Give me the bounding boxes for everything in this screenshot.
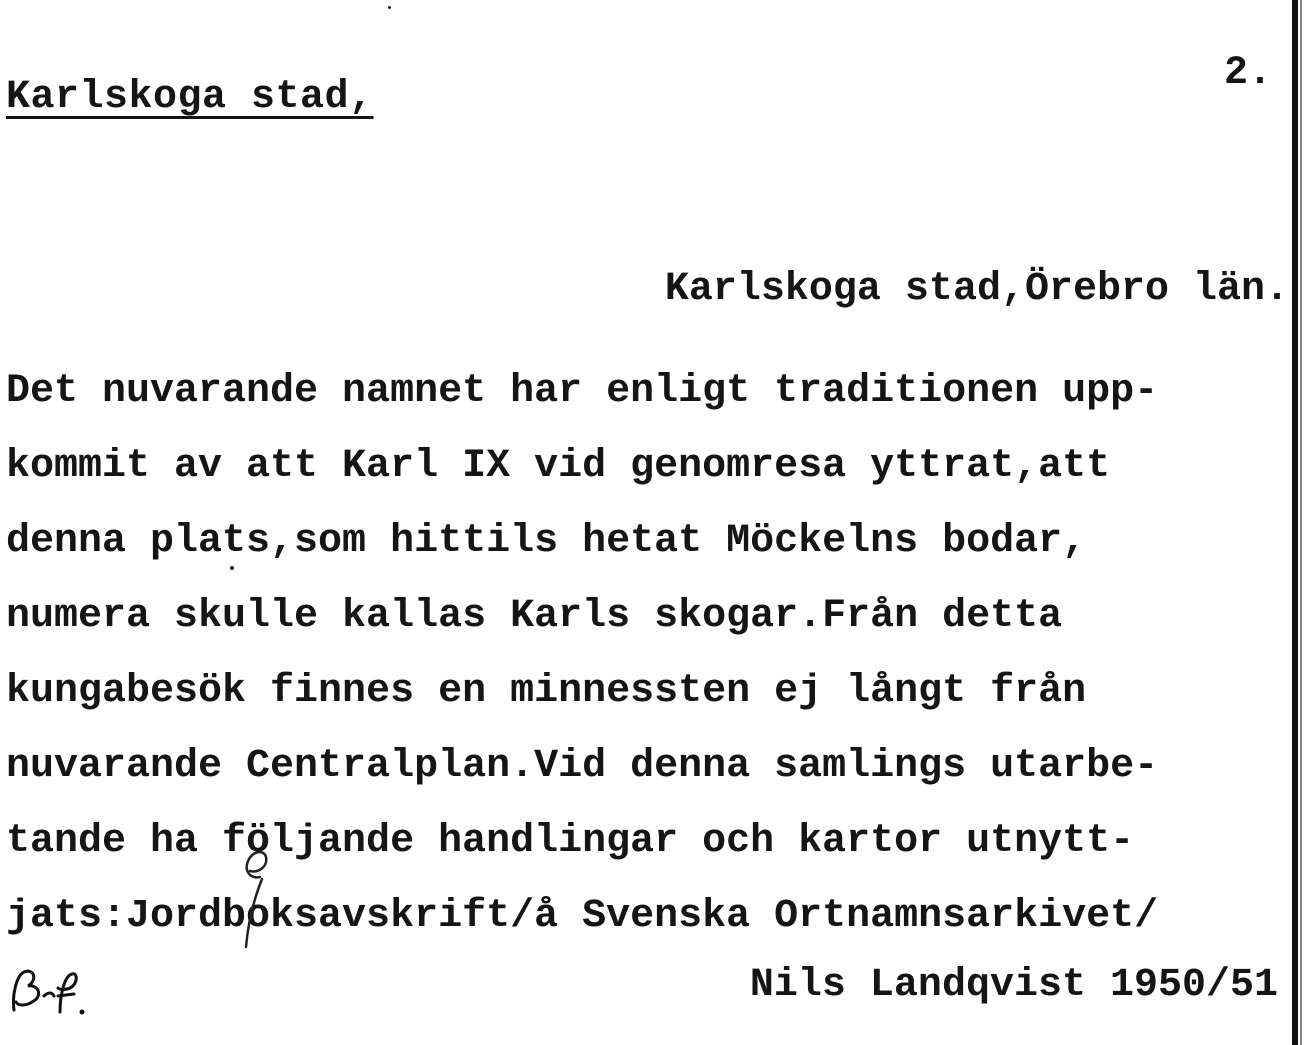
handwritten-correction-mark [236, 843, 286, 953]
body-line: jats:Jordboksavskrift/å Svenska Ortnamnsarkivet/ [6, 894, 1159, 939]
body-line: numera skulle kallas Karls skogar.Från detta [6, 594, 1063, 639]
author-and-year: Nils Landqvist 1950/51 [749, 963, 1278, 1008]
heading-text: Karlskoga stad, [6, 75, 374, 120]
location-line: Karlskoga stad,Örebro län. [664, 267, 1289, 312]
body-line: tande ha följande handlingar och kartor utnytt- [6, 819, 1135, 864]
body-line: denna plats,som hittils hetat Möckelns bodar, [6, 519, 1087, 564]
body-text [6, 354, 1286, 954]
card-edge-shadow [1292, 0, 1298, 1045]
body-line: Det nuvarande namnet har enligt traditionen upp- [6, 369, 1159, 414]
ink-speck [388, 6, 391, 9]
ink-speck [230, 566, 234, 570]
handwritten-initials-signature [8, 962, 88, 1018]
body-line: nuvarande Centralplan.Vid denna samlings utarbe- [6, 744, 1159, 789]
page-number: 2. [1224, 51, 1273, 96]
card-heading [6, 74, 374, 122]
signature-row [0, 960, 1290, 1020]
body-line: kungabesök finnes en minnessten ej långt från [6, 669, 1087, 714]
body-line: kommit av att Karl IX vid genomresa yttrat,att [6, 444, 1111, 489]
